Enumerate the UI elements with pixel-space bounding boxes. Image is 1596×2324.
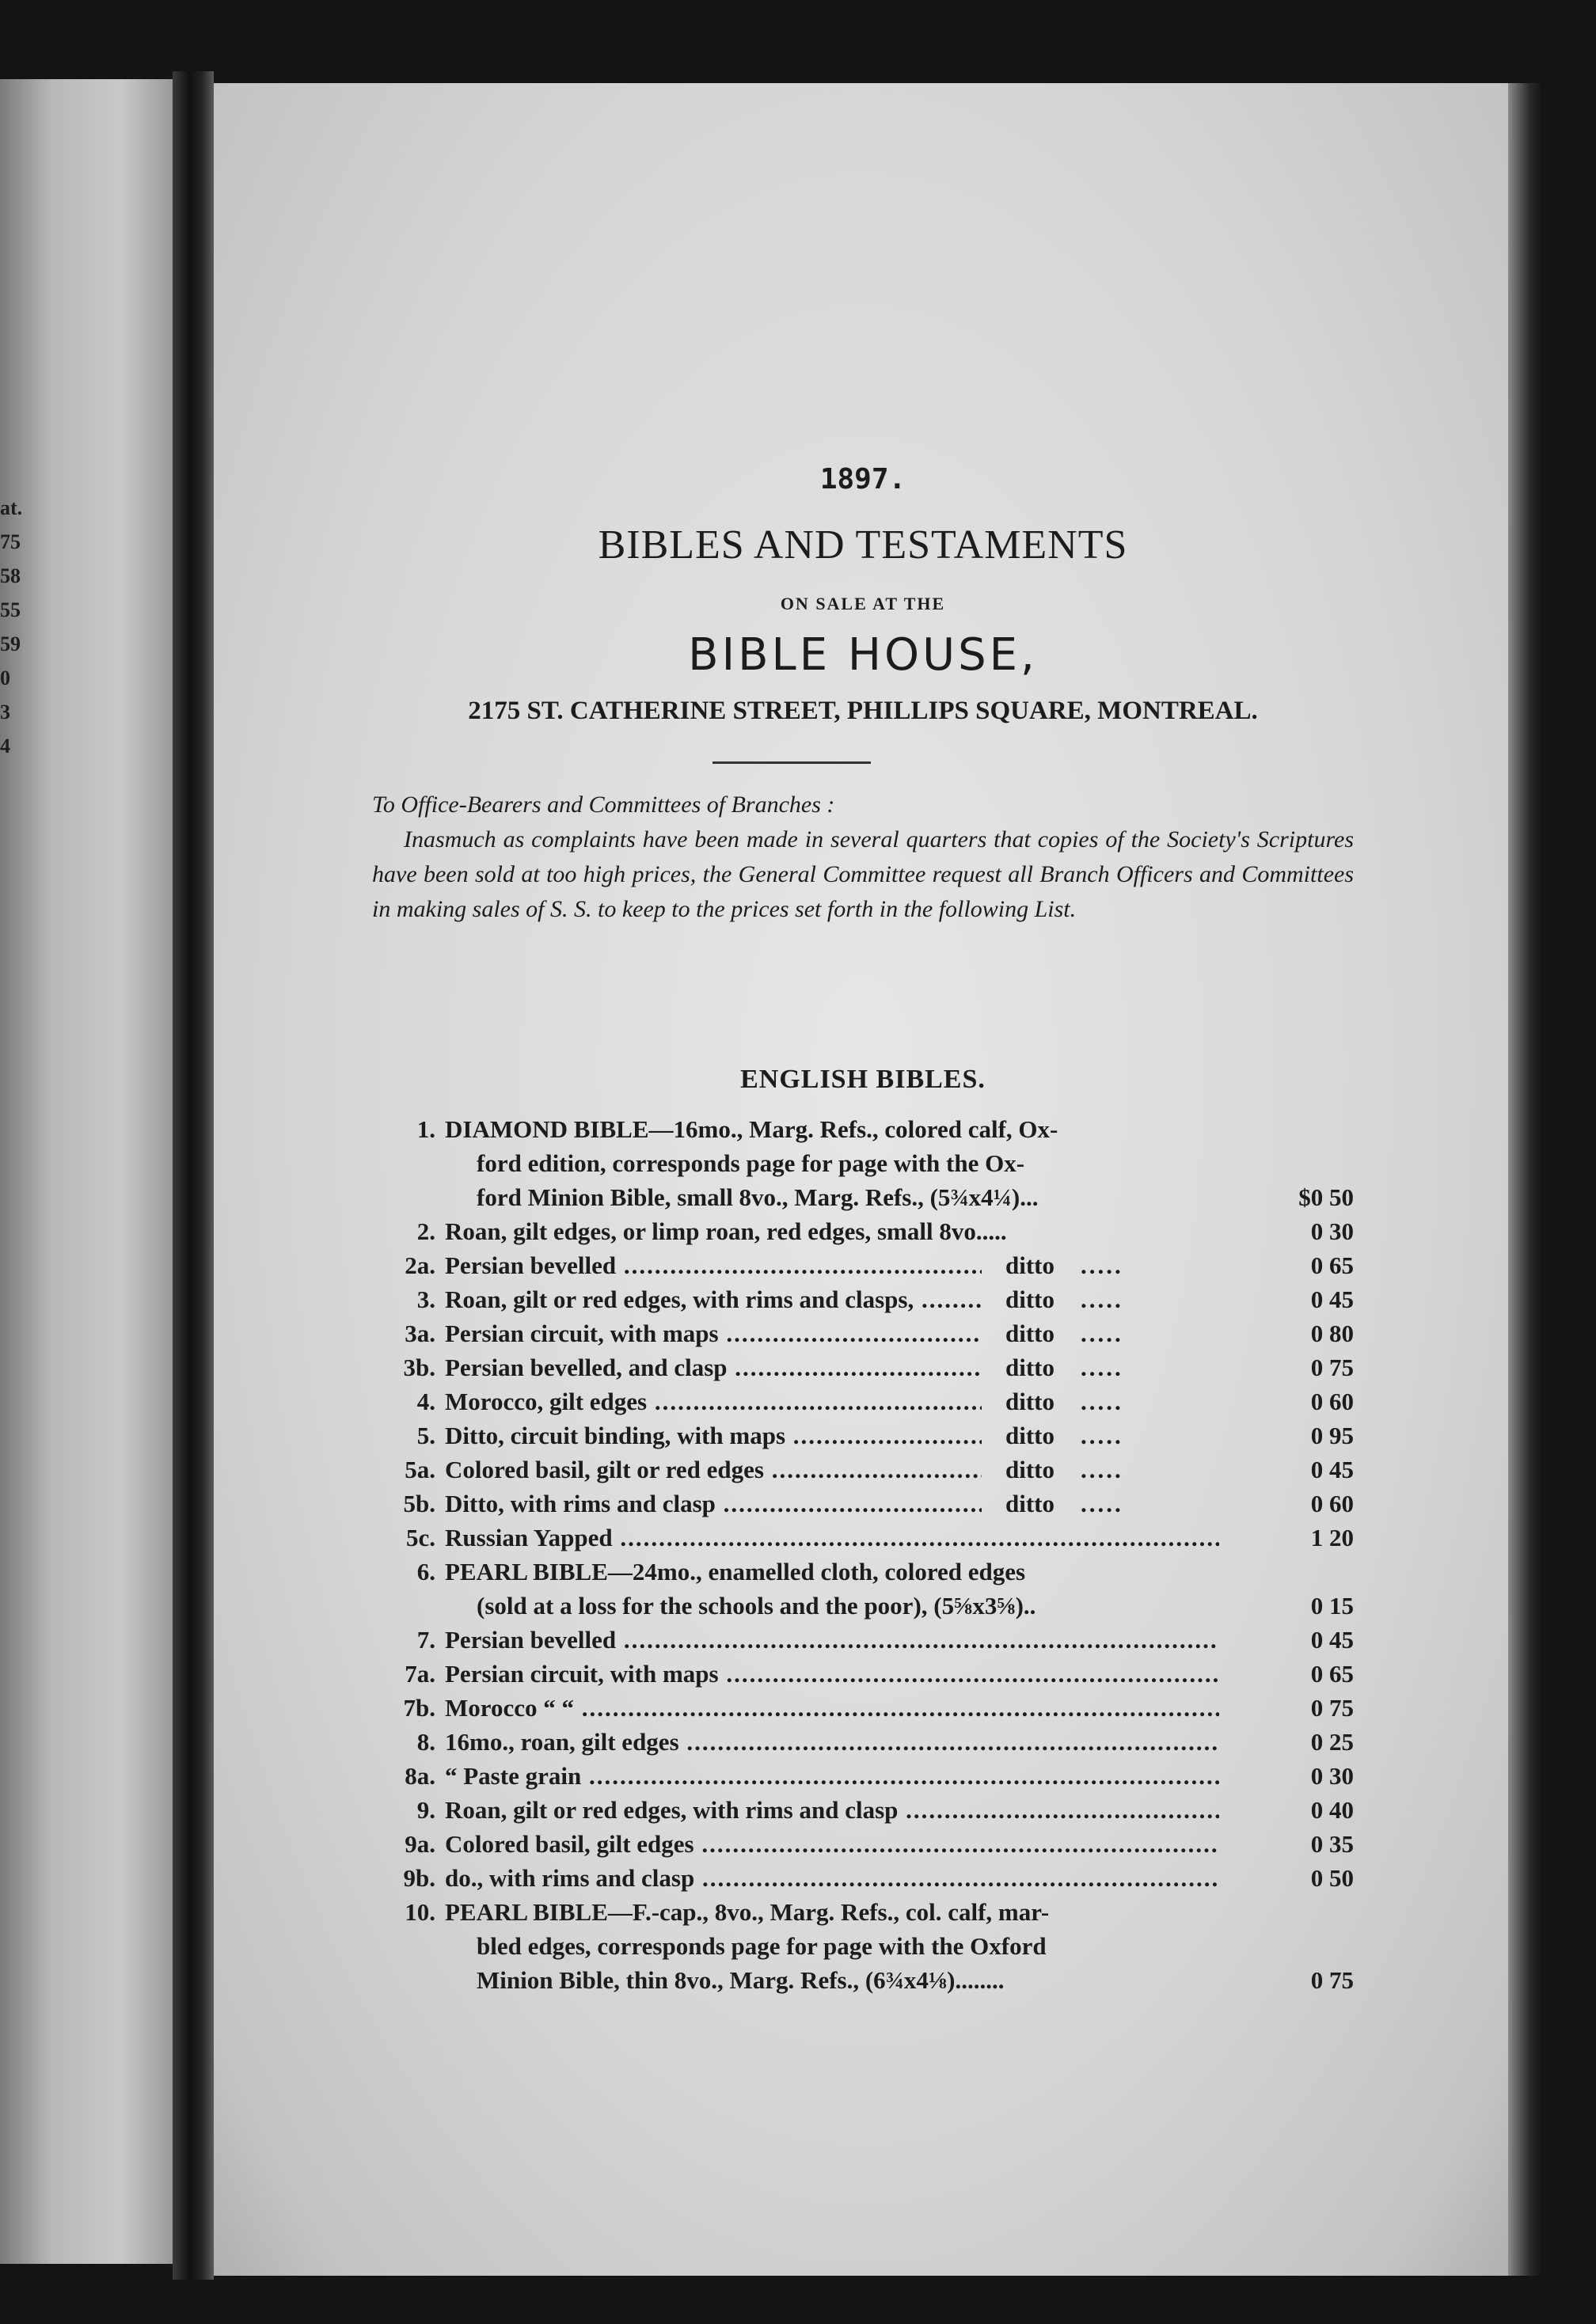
notice-salutation: To Office-Bearers and Committees of Branches : — [372, 792, 835, 818]
item-price: 0 65 — [1310, 1251, 1354, 1279]
item-description: Roan, gilt edges, or limp roan, red edges, small 8vo..... — [445, 1217, 1007, 1245]
item-price: 0 50 — [1310, 1864, 1354, 1892]
price-list-item-continuation — [372, 1180, 1354, 1214]
price-list-item — [372, 1214, 1354, 1248]
item-price: 0 25 — [1310, 1728, 1354, 1756]
leader-dots: ..... — [1081, 1388, 1123, 1415]
on-sale-subtitle: ON SALE AT THE — [780, 594, 946, 613]
ditto-mark: ditto — [1005, 1354, 1054, 1381]
item-price: 0 60 — [1310, 1388, 1354, 1415]
facing-page — [0, 79, 173, 2264]
price-list-item — [372, 1248, 1354, 1282]
margin-line: 4 — [0, 735, 10, 758]
leader-dots: ..... — [1081, 1422, 1123, 1449]
item-price: $0 50 — [1298, 1183, 1354, 1211]
margin-line: 75 — [0, 530, 21, 553]
price-list-item-continuation — [372, 1929, 1354, 1963]
item-description: (sold at a loss for the schools and the poor), (5⅝x3⅝).. — [477, 1592, 1036, 1620]
item-number: 4. — [416, 1388, 435, 1415]
price-list-item — [372, 1623, 1354, 1657]
price-list-item — [372, 1827, 1354, 1861]
ditto-mark: ditto — [1005, 1422, 1054, 1449]
item-price: 0 30 — [1310, 1762, 1354, 1790]
item-description: Persian bevelled, and clasp ..... — [445, 1350, 982, 1384]
item-number: 3a. — [405, 1320, 435, 1347]
price-list-item — [372, 1316, 1354, 1350]
margin-line: 55 — [0, 598, 21, 621]
item-description: PEARL BIBLE—24mo., enamelled cloth, colored edges — [445, 1558, 1026, 1585]
item-price: 1 20 — [1310, 1524, 1354, 1551]
item-price: 0 80 — [1310, 1320, 1354, 1347]
item-number: 9b. — [403, 1864, 435, 1892]
item-number: 6. — [416, 1558, 435, 1585]
item-description: DIAMOND BIBLE—16mo., Marg. Refs., colored calf, Ox- — [445, 1115, 1058, 1143]
item-number: 7. — [416, 1626, 435, 1654]
section-title: ENGLISH BIBLES. — [740, 1065, 986, 1094]
item-number: 5c. — [405, 1524, 435, 1551]
item-price: 0 45 — [1310, 1285, 1354, 1313]
margin-line: 0 — [0, 666, 10, 689]
ditto-mark: ditto — [1005, 1251, 1054, 1279]
item-description: “ Paste grain ..... — [445, 1759, 1219, 1793]
price-list-item — [372, 1452, 1354, 1487]
item-description: Ditto, circuit binding, with maps ..... — [445, 1418, 982, 1452]
item-number: 5a. — [405, 1456, 435, 1483]
price-list-item — [372, 1895, 1354, 1929]
price-list-item-continuation — [372, 1146, 1354, 1180]
item-number: 2. — [416, 1217, 435, 1245]
leader-dots: ..... — [1081, 1320, 1123, 1347]
leader-dots: ..... — [1081, 1251, 1123, 1279]
book-gutter — [173, 71, 214, 2280]
price-list-item — [372, 1861, 1354, 1895]
item-description: Persian bevelled ..... — [445, 1623, 1219, 1657]
item-description: Colored basil, gilt or red edges ..... — [445, 1452, 982, 1487]
item-number: 5. — [416, 1422, 435, 1449]
leader-dots: ..... — [1081, 1456, 1123, 1483]
item-price: 0 75 — [1310, 1354, 1354, 1381]
facing-page-margin-text — [0, 491, 24, 763]
price-list-item — [372, 1725, 1354, 1759]
bible-house-heading: BIBLE HOUSE, — [688, 629, 1038, 681]
price-list-item — [372, 1759, 1354, 1793]
page-title: BIBLES AND TESTAMENTS — [598, 522, 1128, 568]
item-description: do., with rims and clasp ..... — [445, 1861, 1219, 1895]
leader-dots: ..... — [1081, 1490, 1123, 1517]
ditto-mark: ditto — [1005, 1456, 1054, 1483]
item-number: 9. — [416, 1796, 435, 1824]
item-description: Colored basil, gilt edges ..... — [445, 1827, 1219, 1861]
leader-dots: ..... — [1081, 1354, 1123, 1381]
margin-line: 3 — [0, 701, 10, 723]
price-list-item — [372, 1282, 1354, 1316]
item-description: PEARL BIBLE—F.-cap., 8vo., Marg. Refs., col. calf, mar- — [445, 1898, 1050, 1926]
item-number: 2a. — [405, 1251, 435, 1279]
item-price: 0 15 — [1310, 1592, 1354, 1620]
price-list-item — [372, 1657, 1354, 1691]
item-description: ford Minion Bible, small 8vo., Marg. Refs., (5¾x4¼)... — [477, 1183, 1039, 1211]
item-description: Persian bevelled ..... — [445, 1248, 982, 1282]
item-description: Morocco “ “ ..... — [445, 1691, 1219, 1725]
price-list-item — [372, 1691, 1354, 1725]
price-list-item — [372, 1521, 1354, 1555]
item-number: 10. — [405, 1898, 435, 1926]
item-description: Morocco, gilt edges ..... — [445, 1384, 982, 1418]
address-line: 2175 ST. CATHERINE STREET, PHILLIPS SQUARE, MONTREAL. — [468, 697, 1258, 725]
item-price: 0 30 — [1310, 1217, 1354, 1245]
item-description: Minion Bible, thin 8vo., Marg. Refs., (6¾x4⅛)........ — [477, 1966, 1005, 1994]
item-price: 0 45 — [1310, 1456, 1354, 1483]
item-price: 0 75 — [1310, 1694, 1354, 1722]
price-list-item — [372, 1487, 1354, 1521]
item-description: Roan, gilt or red edges, with rims and clasp ..... — [445, 1793, 1219, 1827]
ditto-mark: ditto — [1005, 1490, 1054, 1517]
price-list — [372, 1112, 1354, 1997]
item-description: ford edition, corresponds page for page with the Ox- — [477, 1149, 1025, 1177]
margin-line: 59 — [0, 632, 21, 655]
ditto-mark: ditto — [1005, 1388, 1054, 1415]
item-price: 0 75 — [1310, 1966, 1354, 1994]
item-description: 16mo., roan, gilt edges ..... — [445, 1725, 1219, 1759]
item-description: Roan, gilt or red edges, with rims and clasps, ..... — [445, 1282, 982, 1316]
leader-dots: ..... — [1081, 1285, 1123, 1313]
page-edge — [1508, 83, 1544, 2276]
margin-line: at. — [0, 496, 23, 519]
price-list-item — [372, 1350, 1354, 1384]
year-heading: 1897. — [819, 463, 906, 496]
divider-rule — [712, 761, 871, 764]
price-list-item-continuation — [372, 1963, 1354, 1997]
item-price: 0 65 — [1310, 1660, 1354, 1688]
ditto-mark: ditto — [1005, 1285, 1054, 1313]
item-number: 7b. — [403, 1694, 435, 1722]
notice-body: Inasmuch as complaints have been made in several quarters that copies of the Society's Scriptures have been sold at too high prices, the General Committee request all Branch Officers and Committees in making sales of S. S. to keep to the prices set forth in the following List. — [372, 826, 1354, 922]
item-number: 9a. — [405, 1830, 435, 1858]
price-list-item — [372, 1793, 1354, 1827]
margin-line: 58 — [0, 564, 21, 587]
item-number: 8a. — [405, 1762, 435, 1790]
item-number: 3. — [416, 1285, 435, 1313]
item-description: Persian circuit, with maps ..... — [445, 1316, 982, 1350]
item-description: bled edges, corresponds page for page with the Oxford — [477, 1932, 1047, 1960]
item-number: 1. — [416, 1115, 435, 1143]
item-description: Russian Yapped ..... — [445, 1521, 1219, 1555]
item-description: Persian circuit, with maps ..... — [445, 1657, 1219, 1691]
price-list-item — [372, 1384, 1354, 1418]
item-price: 0 40 — [1310, 1796, 1354, 1824]
document-page — [214, 83, 1512, 2276]
item-price: 0 60 — [1310, 1490, 1354, 1517]
ditto-mark: ditto — [1005, 1320, 1054, 1347]
item-number: 8. — [416, 1728, 435, 1756]
price-list-item — [372, 1112, 1354, 1146]
item-price: 0 35 — [1310, 1830, 1354, 1858]
item-price: 0 45 — [1310, 1626, 1354, 1654]
price-list-item — [372, 1418, 1354, 1452]
item-price: 0 95 — [1310, 1422, 1354, 1449]
page-content — [214, 83, 1512, 2276]
price-list-item — [372, 1555, 1354, 1589]
price-list-item-continuation — [372, 1589, 1354, 1623]
item-number: 5b. — [403, 1490, 435, 1517]
item-number: 3b. — [403, 1354, 435, 1381]
item-description: Ditto, with rims and clasp ..... — [445, 1487, 982, 1521]
item-number: 7a. — [405, 1660, 435, 1688]
